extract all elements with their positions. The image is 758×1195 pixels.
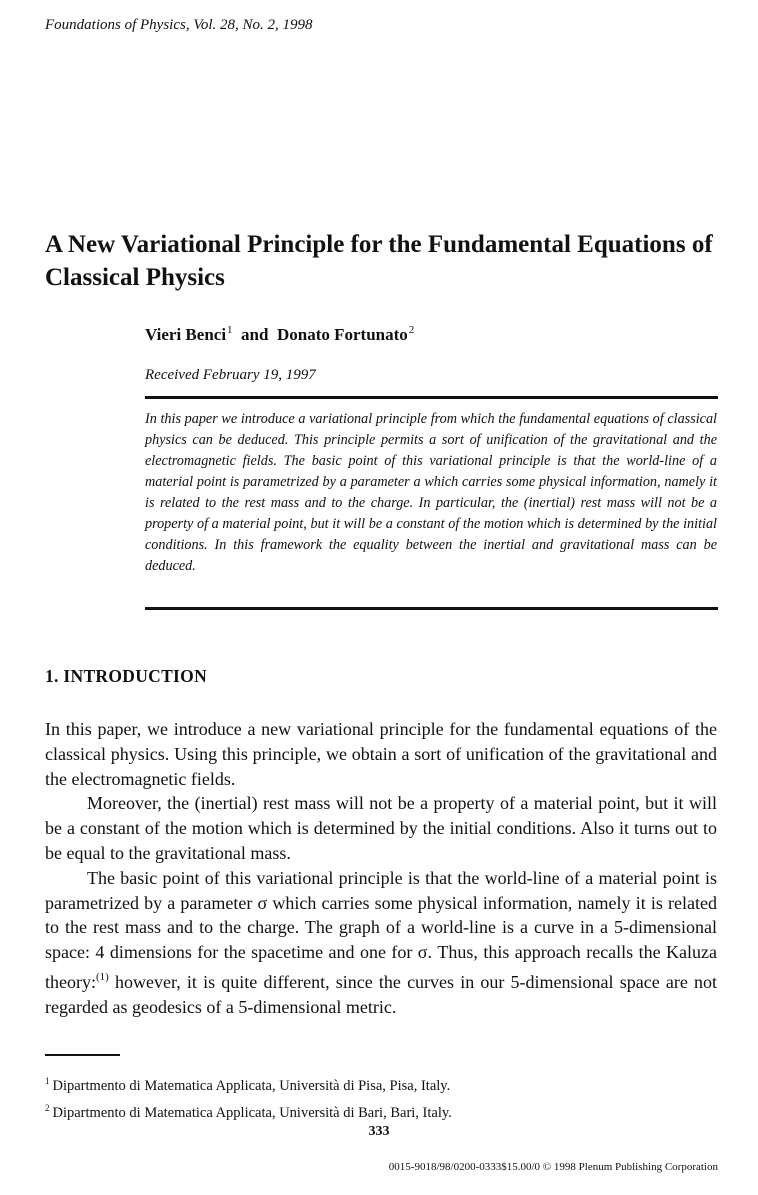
citation-reference: (1) [96,970,109,983]
abstract-bottom-rule [145,607,718,610]
paper-title: A New Variational Principle for the Fundamental Equations of Classical Physics [45,231,713,291]
body-paragraph: In this paper, we introduce a new variational principle for the fundamental equations of the classical physics. Using this principle, we obtain a sort of unification of the gravitational and the electromagnetic fields. [45,719,717,789]
paragraph-text: however, it is quite different, since the curves in our 5-dimensional space are not regarded as geodesics of a 5-dimensional metric. [45,971,717,1017]
journal-citation: Foundations of Physics, Vol. 28, No. 2, 1998 [45,17,313,33]
author-conjunction: and [241,325,269,344]
body-paragraph [45,866,717,1020]
received-date: Received February 19, 1997 [145,367,316,383]
body-paragraph: Moreover, the (inertial) rest mass will not be a property of a material point, but it will be a constant of the motion which is determined by the initial conditions. Also it turns out to be equal to the gravitational mass. [45,793,717,863]
footnote-mark: 1 [45,1076,50,1086]
section-heading: 1. INTRODUCTION [45,666,208,686]
footnote-rule [45,1054,120,1056]
footnote-mark: 1 [227,324,233,336]
footnotes [45,1070,452,1124]
paragraph-text: The basic point of this variational principle is that the world-line of a material point is parametrized by a parameter σ which carries some physical information, namely it is related to the rest mass and to the charge. The graph of a world-line is a curve in a 5-dimensional space: 4 dimensions for the spacetime and one for σ. Thus, this approach recalls the Kaluza theory: [45,867,717,992]
author-name: Vieri Benci [145,325,227,344]
footnote-text: Dipartmento di Matematica Applicata, Università di Pisa, Pisa, Italy. [52,1078,451,1094]
abstract-top-rule [145,396,718,399]
author-line [145,324,414,345]
footnote [45,1070,452,1097]
footnote [45,1097,452,1124]
section-body [45,717,717,1020]
page-number: 333 [368,1124,390,1139]
footnote-text: Dipartmento di Matematica Applicata, Università di Bari, Bari, Italy. [52,1105,452,1121]
footnote-mark: 2 [45,1103,50,1113]
author-name: Donato Fortunato [276,325,408,344]
copyright-line: 0015-9018/98/0200-0333$15.00/0 © 1998 Plenum Publishing Corporation [388,1161,718,1173]
footnote-mark: 2 [408,324,415,336]
abstract: In this paper we introduce a variational principle from which the fundamental equations of classical physics can be deduced. This principle permits a sort of unification of the gravitational and the electromagnetic fields. The basic point of this variational principle is that the world-line of a material point is parametrized by a parameter a which carries some physical information, namely it is related to the rest mass and to the charge. In particular, the (inertial) rest mass will not be a property of a material point, but it will be a constant of the motion which is determined by the initial conditions. In this framework the equality between the inertial and gravitational mass can be deduced. [145,411,717,574]
